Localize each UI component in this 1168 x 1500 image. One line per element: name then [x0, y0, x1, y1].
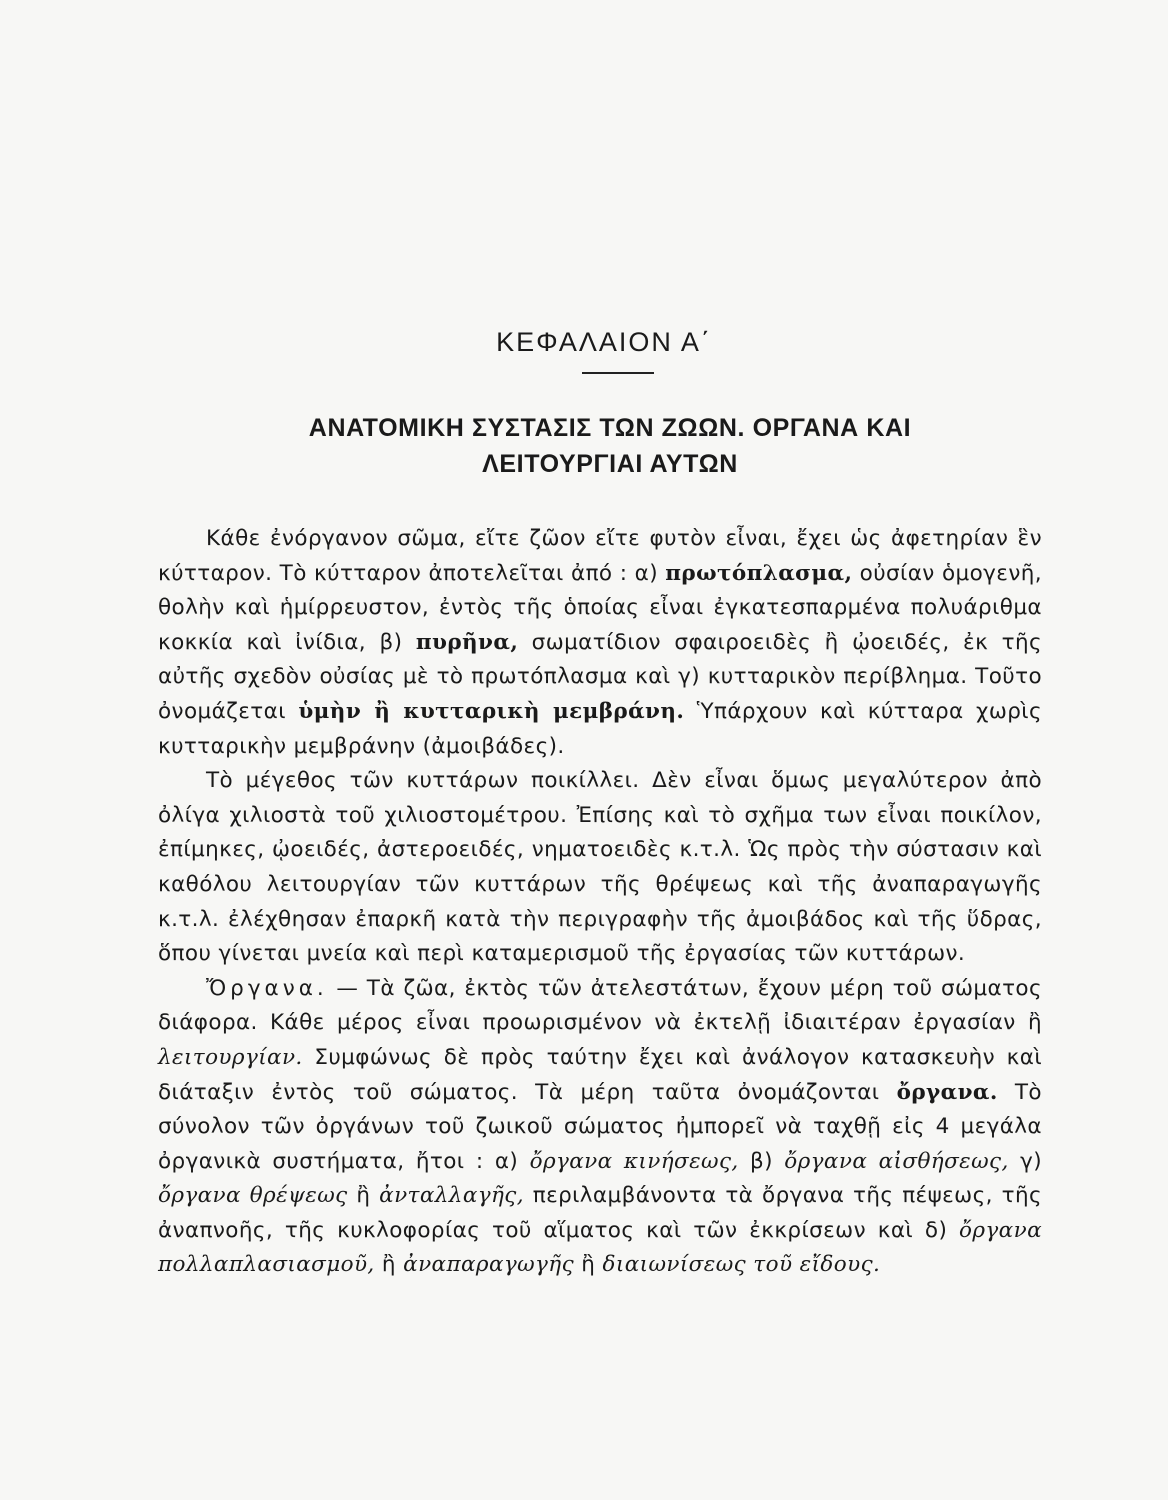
text-run: β)	[738, 1148, 785, 1174]
chapter-title	[190, 410, 1030, 482]
chapter-title-line-1: ΑΝΑΤΟΜΙΚΗ ΣΥΣΤΑΣΙΣ ΤΩΝ ΖΩΩΝ. ΟΡΓΑΝΑ ΚΑΙ	[308, 414, 912, 442]
term-multiplication-organs: ὄργανα πολλαπλασιασμοῦ,	[158, 1217, 1042, 1278]
term-perpetuation: διαιωνίσεως τοῦ εἴδους.	[602, 1252, 881, 1278]
paragraph-cell	[158, 522, 1042, 764]
text-run: ἢ	[574, 1252, 603, 1278]
text-run: Ὑπάρχουν καὶ κύτταρα χωρὶς κυτταρικὴν μεμβράνην (ἀμοιβάδες).	[158, 698, 1042, 759]
term-sense-organs: ὄργανα αἰσθήσεως,	[784, 1148, 1009, 1174]
chapter-label: ΚΕΦΑΛΑΙΟΝ Α΄	[496, 327, 712, 357]
chapter-divider	[582, 372, 654, 374]
body-text	[158, 522, 1042, 1283]
term-nutrition-organs: ὄργανα θρέψεως	[158, 1183, 348, 1209]
term-function: λειτουργίαν.	[158, 1044, 303, 1070]
term-reproduction: ἀναπαραγωγῆς	[403, 1252, 575, 1278]
term-motion-organs: ὄργανα κινήσεως,	[529, 1148, 739, 1174]
term-membrane: ὑμὴν ἢ κυτταρικὴ μεμβράνη.	[298, 698, 685, 724]
text-run: Τὸ σύνολον τῶν ὀργάνων τοῦ ζωικοῦ σώματος ἠμπορεῖ νὰ ταχθῇ εἰς 4 μεγάλα ὀργανικὰ συστήματα, ἤτοι : α)	[158, 1079, 1042, 1174]
text-run: ἢ	[374, 1252, 404, 1278]
text-run: ἢ	[347, 1183, 380, 1209]
text-run: οὐσίαν ὁμογενῆ, θολὴν καὶ ἡμίρρευστον, ἐντὸς τῆς ὁποίας εἶναι ἐγκατεσπαρμένα πολυάριθμα κοκκία καὶ ἰνίδια, β)	[158, 560, 1042, 655]
text-run: περιλαμβάνοντα τὰ ὄργανα τῆς πέψεως, τῆς ἀναπνοῆς, τῆς κυκλοφορίας τοῦ αἵματος καὶ τῶν ἐκκρίσεων καὶ δ)	[158, 1183, 1042, 1243]
term-nucleus: πυρῆνα,	[415, 629, 519, 655]
paragraph-cell-size: Τὸ μέγεθος τῶν κυττάρων ποικίλλει. Δὲν εἶναι ὅμως μεγαλύτερον ἀπὸ ὀλίγα χιλιοστὰ τοῦ χιλιοστομέτρου. Ἐπίσης καὶ τὸ σχῆμα των εἶναι ποικίλον, ἐπίμηκες, ᾠοειδές, ἀστεροειδές, νηματοειδὲς κ.τ.λ. Ὡς πρὸς τὴν σύστασιν καὶ καθόλου λειτουργίαν τῶν κυττάρων τῆς θρέψεως καὶ τῆς ἀναπαραγωγῆς κ.τ.λ. ἐλέχθησαν ἐπαρκῆ κατὰ τὴν περιγραφὴν τῆς ἀμοιβάδος καὶ τῆς ὕδρας, ὅπου γίνεται μνεία καὶ περὶ καταμερισμοῦ τῆς ἐργασίας τῶν κυττάρων.	[158, 768, 1042, 967]
text-run: Κάθε ἐνόργανον σῶμα, εἴτε ζῶον εἴτε φυτὸν εἶναι, ἔχει ὡς ἀφετηρίαν ἓν κύτταρον. Τὸ κύτταρον ἀποτελεῖται ἀπό : α)	[158, 526, 1042, 586]
text-run: Συμφώνως δὲ πρὸς ταύτην ἔχει καὶ ἀνάλογον κατασκευὴν καὶ διάταξιν ἐντὸς τοῦ σώματος. Τὰ μέρη ταῦτα ὀνομάζονται	[158, 1044, 1042, 1105]
text-run: γ)	[1008, 1148, 1042, 1174]
text-run: — Τὰ ζῶα, ἐκτὸς τῶν ἀτελεστάτων, ἔχουν μέρη τοῦ σώματος διάφορα. Κάθε μέρος εἶναι προωρισμένον νὰ ἐκτελῇ ἰδιαιτέραν ἐργασίαν ἢ	[158, 975, 1042, 1036]
term-organs: ὄργανα.	[896, 1079, 998, 1105]
paragraph-organs	[158, 972, 1042, 1283]
term-protoplasm: πρωτόπλασμα,	[665, 560, 853, 586]
section-lead-organs: Ὄργανα.	[206, 975, 328, 1001]
term-exchange: ἀνταλλαγῆς,	[379, 1183, 524, 1209]
chapter-title-line-2: ΛΕΙΤΟΥΡΓΙΑΙ ΑΥΤΩΝ	[482, 450, 738, 478]
text-run: σωματίδιον σφαιροειδὲς ἢ ᾠοειδές, ἐκ τῆς αὐτῆς σχεδὸν οὐσίας μὲ τὸ πρωτόπλασμα καὶ γ) κυτταρικὸν περίβλημα. Τοῦτο ὀνομάζεται	[158, 629, 1042, 724]
